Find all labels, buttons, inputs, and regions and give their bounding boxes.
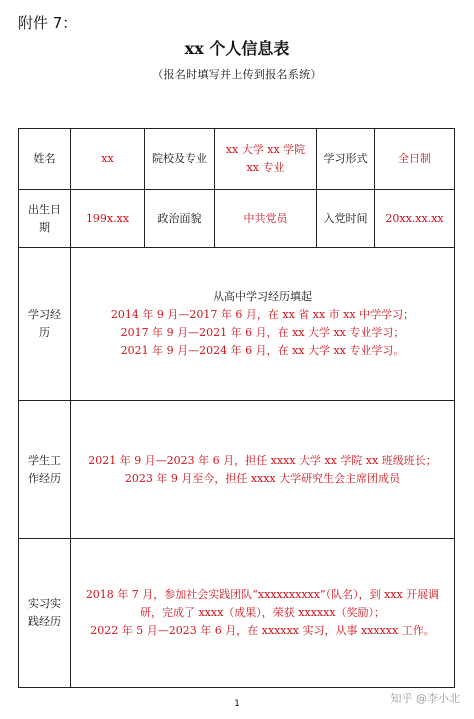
- work-content[interactable]: [71, 401, 455, 539]
- party-date-value[interactable]: 20xx.xx.xx: [375, 190, 455, 248]
- page-number: 1: [234, 699, 240, 709]
- birth-value[interactable]: 199x.xx: [71, 190, 145, 248]
- practice-item: 2018 年 7 月，参加社会实践团队“xxxxxxxxxx”（队名），到 xxx 开展调研，完成了 xxxx（成果），荣获 xxxxxx（奖励）；: [85, 588, 440, 619]
- row-study-history: [19, 248, 455, 401]
- study-item: 2014 年 9 月—2017 年 6 月，在 xx 省 xx 市 xx 中学学习；: [110, 308, 415, 321]
- school-label: 院校及专业: [145, 129, 215, 190]
- school-value-line-1: xx 大学 xx 学院: [225, 143, 306, 156]
- row-practice: [19, 539, 455, 688]
- row-basic-1: [19, 129, 455, 190]
- practice-content[interactable]: [71, 539, 455, 688]
- work-item: 2023 年 9 月至今，担任 xxxx 大学研究生会主席团成员: [124, 471, 401, 485]
- work-item: 2021 年 9 月—2023 年 6 月，担任 xxxx 大学 xx 学院 xx 班级班长；: [88, 453, 437, 467]
- study-intro: 从高中学习经历填起: [213, 290, 312, 303]
- practice-item: 2022 年 5 月—2023 年 6 月，在 xxxxxx 实习，从事 xxxxxx 工作。: [90, 624, 435, 637]
- work-label: 学生工作经历: [19, 401, 71, 539]
- name-label: 姓名: [19, 129, 71, 190]
- study-item: 2021 年 9 月—2024 年 6 月，在 xx 大学 xx 专业学习。: [120, 344, 405, 357]
- study-content[interactable]: [71, 248, 455, 401]
- page-subtitle: （报名时填写并上传到报名系统）: [152, 68, 322, 81]
- party-date-label: 入党时间: [317, 190, 375, 248]
- study-mode-label: 学习形式: [317, 129, 375, 190]
- page-title: xx 个人信息表: [184, 39, 290, 58]
- personal-info-table: [18, 128, 455, 688]
- watermark: 知乎 @李小北: [390, 692, 460, 705]
- study-mode-value[interactable]: 全日制: [375, 129, 455, 190]
- study-item: 2017 年 9 月—2021 年 6 月，在 xx 大学 xx 专业学习；: [120, 326, 405, 339]
- political-label: 政治面貌: [145, 190, 215, 248]
- name-value[interactable]: xx: [71, 129, 145, 190]
- study-label: 学习经历: [19, 248, 71, 401]
- row-student-work: [19, 401, 455, 539]
- attachment-label: 附件 7：: [18, 14, 78, 32]
- school-value-line-2: xx 专业: [246, 161, 285, 174]
- row-basic-2: [19, 190, 455, 248]
- practice-label: 实习实践经历: [19, 539, 71, 688]
- political-value[interactable]: 中共党员: [215, 190, 317, 248]
- birth-label: 出生日期: [19, 190, 71, 248]
- school-value[interactable]: [215, 129, 317, 190]
